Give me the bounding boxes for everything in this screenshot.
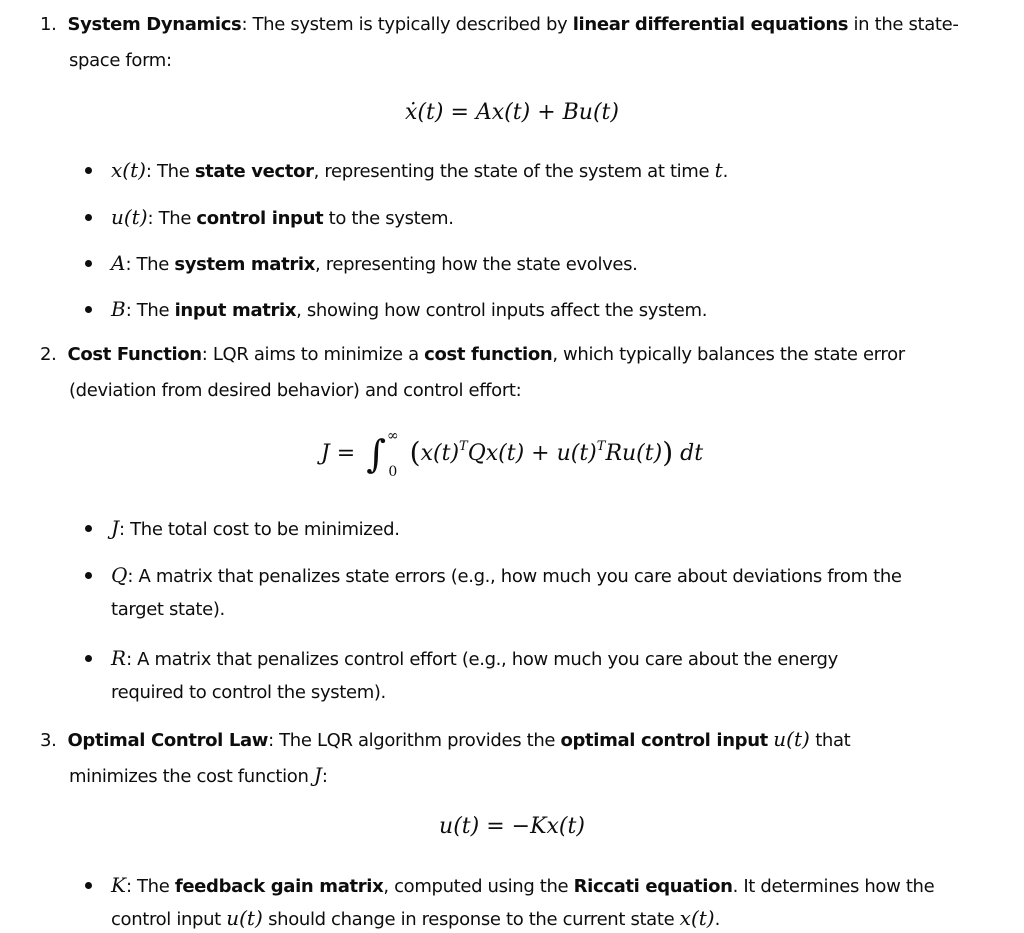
list-item bbox=[111, 204, 454, 232]
section-2-line-2: (deviation from desired behavior) and control effort: bbox=[69, 380, 522, 401]
bold-term: optimal control input bbox=[560, 730, 768, 751]
math-symbol: J bbox=[111, 516, 120, 540]
item-text: : The bbox=[145, 161, 195, 182]
section-text: : The LQR algorithm provides the bbox=[268, 730, 561, 751]
bullet-icon bbox=[85, 655, 92, 662]
math-symbol: A bbox=[111, 251, 126, 275]
eq-differential: dt bbox=[680, 441, 704, 466]
section-3-heading-line bbox=[40, 726, 850, 754]
math-symbol: u(t) bbox=[773, 727, 810, 751]
eq-term: Ru(t) bbox=[605, 441, 663, 466]
math-symbol: J bbox=[313, 763, 322, 787]
section-text: that bbox=[809, 730, 851, 751]
eq-plus: + bbox=[537, 100, 556, 125]
item-text: should change in response to the current state bbox=[262, 909, 680, 930]
transpose: T bbox=[596, 439, 606, 454]
eq-lhs: ẋ(t) bbox=[405, 100, 444, 125]
item-text: , representing how the state evolves. bbox=[314, 254, 638, 275]
math-symbol: u(t) bbox=[111, 205, 148, 229]
bullet-icon bbox=[85, 306, 92, 313]
section-1-heading-line bbox=[40, 12, 958, 38]
section-number: 3. bbox=[40, 730, 57, 751]
bold-term: state vector bbox=[194, 161, 314, 182]
eq-term: Bu(t) bbox=[562, 100, 619, 125]
math-symbol: R bbox=[111, 646, 127, 670]
item-text: . bbox=[722, 161, 729, 182]
item-text: : The bbox=[125, 876, 175, 897]
list-item-continuation: required to control the system). bbox=[111, 682, 386, 703]
bold-term: control input bbox=[196, 208, 324, 229]
state-space-equation bbox=[0, 98, 1024, 128]
list-item bbox=[111, 250, 638, 278]
math-symbol: Q bbox=[111, 563, 128, 587]
eq-sign: = bbox=[336, 441, 356, 466]
list-item bbox=[111, 515, 400, 543]
section-text: minimizes the cost function bbox=[69, 766, 314, 787]
section-1-line-2: space form: bbox=[69, 50, 172, 71]
section-text: : bbox=[321, 766, 328, 787]
item-text: : The total cost to be minimized. bbox=[119, 519, 400, 540]
eq-plus: + bbox=[531, 441, 550, 466]
bullet-icon bbox=[85, 525, 92, 532]
list-item bbox=[111, 562, 902, 590]
item-text: . bbox=[714, 909, 720, 930]
section-title: Optimal Control Law bbox=[67, 730, 269, 751]
section-3-line-2 bbox=[69, 762, 328, 790]
math-symbol: x(t) bbox=[111, 158, 146, 182]
integral-lower-limit: 0 bbox=[388, 464, 398, 480]
eq-term: x(t) bbox=[420, 441, 460, 466]
item-text: : The bbox=[125, 254, 175, 275]
section-text: in the state- bbox=[848, 14, 959, 35]
list-item-continuation: target state). bbox=[111, 599, 225, 620]
eq-lhs: u(t) bbox=[439, 814, 480, 839]
control-law-equation bbox=[0, 812, 1024, 842]
bullet-icon bbox=[85, 882, 92, 889]
integral-limits bbox=[387, 428, 399, 480]
item-text: : The bbox=[125, 300, 175, 321]
eq-paren: ( bbox=[409, 436, 421, 469]
item-text: control input bbox=[111, 909, 227, 930]
list-item bbox=[111, 872, 934, 900]
bold-term: input matrix bbox=[174, 300, 297, 321]
item-text: , showing how control inputs affect the system. bbox=[296, 300, 708, 321]
eq-paren: ) bbox=[662, 436, 674, 469]
math-symbol: K bbox=[111, 873, 126, 897]
section-text: , which typically balances the state error bbox=[552, 344, 905, 365]
section-number: 1. bbox=[40, 14, 57, 35]
item-text: , computed using the bbox=[383, 876, 574, 897]
math-symbol: B bbox=[111, 297, 126, 321]
cost-function-equation bbox=[0, 428, 1024, 480]
eq-term: Ax(t) bbox=[475, 100, 531, 125]
eq-sign: = bbox=[450, 100, 469, 125]
integral-glyph: ∫ bbox=[366, 432, 386, 476]
bullet-icon bbox=[85, 572, 92, 579]
transpose: T bbox=[459, 439, 468, 454]
list-item bbox=[111, 296, 707, 324]
bullet-icon bbox=[85, 167, 92, 174]
section-text: : LQR aims to minimize a bbox=[201, 344, 425, 365]
bullet-icon bbox=[85, 214, 92, 221]
item-text: : A matrix that penalizes control effort (e.g., how much you care about the energy bbox=[126, 649, 838, 670]
item-text: : A matrix that penalizes state errors (e.g., how much you care about deviations from the bbox=[127, 566, 902, 587]
section-text: : The system is typically described by bbox=[241, 14, 573, 35]
list-item bbox=[111, 157, 728, 185]
item-text: , representing the state of the system at time bbox=[313, 161, 715, 182]
bold-term: system matrix bbox=[174, 254, 315, 275]
item-text: to the system. bbox=[323, 208, 454, 229]
list-item bbox=[111, 645, 838, 673]
section-title: Cost Function bbox=[67, 344, 202, 365]
section-2-heading-line bbox=[40, 342, 905, 368]
item-text: . It determines how the bbox=[732, 876, 935, 897]
integral-upper-limit: ∞ bbox=[387, 428, 399, 444]
bold-term: cost function bbox=[424, 344, 553, 365]
eq-term: Qx(t) bbox=[467, 441, 525, 466]
eq-lhs: J bbox=[320, 441, 330, 466]
section-title: System Dynamics bbox=[67, 14, 242, 35]
bold-term: linear differential equations bbox=[572, 14, 849, 35]
math-symbol: t bbox=[714, 158, 723, 182]
bold-term: feedback gain matrix bbox=[174, 876, 384, 897]
bold-term: Riccati equation bbox=[573, 876, 733, 897]
integral-sign bbox=[366, 428, 398, 480]
section-number: 2. bbox=[40, 344, 57, 365]
bullet-icon bbox=[85, 260, 92, 267]
eq-term: −Kx(t) bbox=[511, 814, 585, 839]
eq-term: u(t) bbox=[556, 441, 597, 466]
list-item-continuation bbox=[111, 905, 720, 933]
math-symbol: u(t) bbox=[226, 906, 263, 930]
math-symbol: x(t) bbox=[679, 906, 715, 930]
item-text: : The bbox=[147, 208, 197, 229]
eq-sign: = bbox=[486, 814, 505, 839]
